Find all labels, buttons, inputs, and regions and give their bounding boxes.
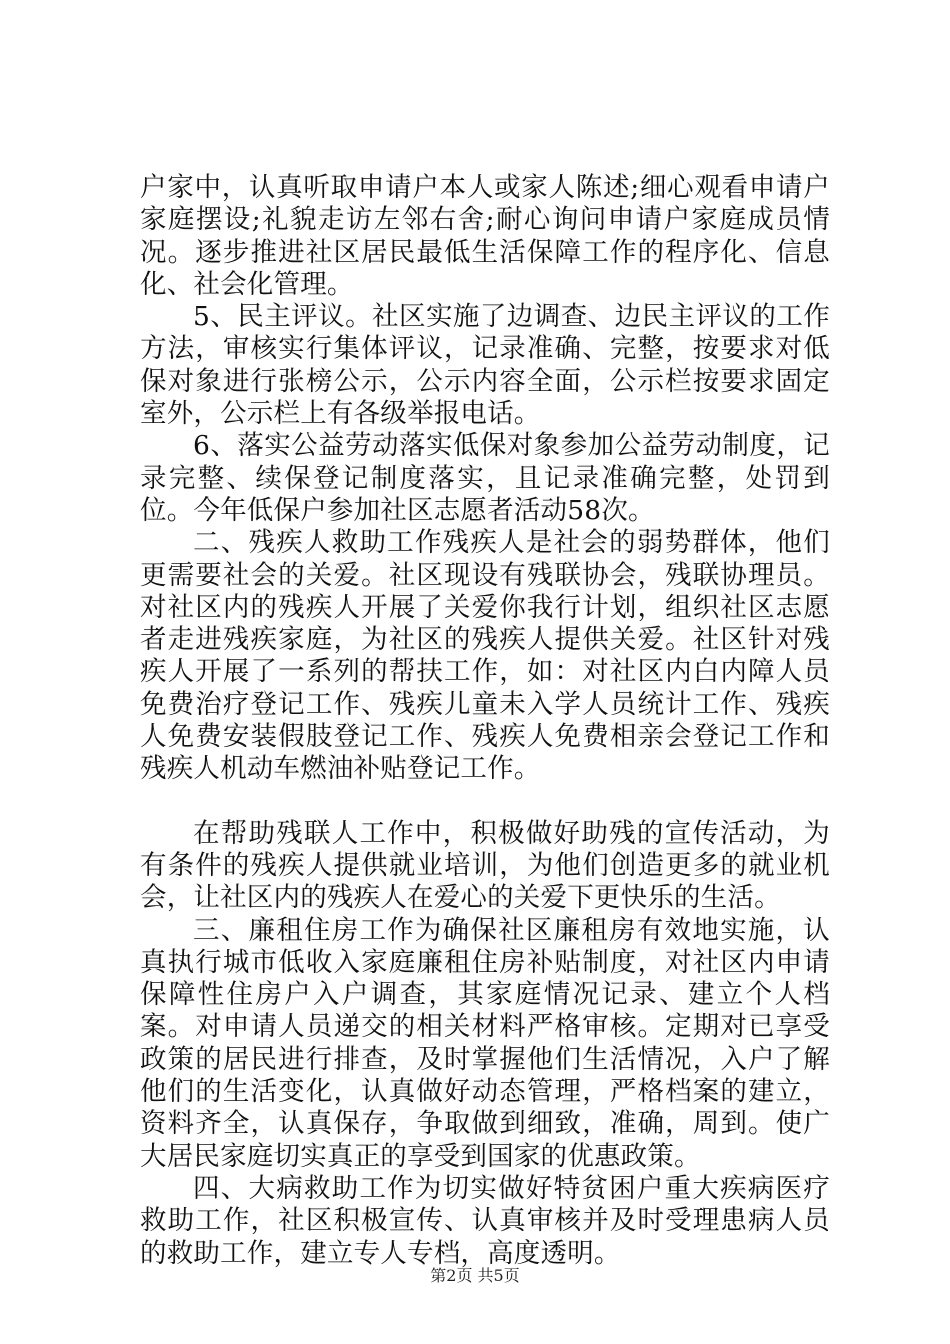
paragraph-disability-aid: 二、残疾人救助工作残疾人是社会的弱势群体，他们更需要社会的关爱。社区现设有残联协会，残联协理员。对社区内的残疾人开展了关爱你我行计划，组织社区志愿者走进残疾家庭，为社区的残疾人提供关爱。社区针对残疾人开展了一系列的帮扶工作，如：对社区内白内障人员免费治疗登记工作、残疾儿童未入学人员统计工作、残疾人免费安装假肢登记工作、残疾人免费相亲会登记工作和残疾人机动车燃油补贴登记工作。: [140, 527, 830, 785]
paragraph-democratic-review: 5、民主评议。社区实施了边调查、边民主评议的工作方法，审核实行集体评议，记录准确、完整，按要求对低保对象进行张榜公示，公示内容全面，公示栏按要求固定室外，公示栏上有各级举报电话。: [140, 301, 830, 430]
paragraph-continuation: 户家中，认真听取申请户本人或家人陈述;细心观看申请户家庭摆设;礼貌走访左邻右舍;耐心询问申请户家庭成员情况。逐步推进社区居民最低生活保障工作的程序化、信息化、社会化管理。: [140, 172, 830, 300]
paragraph-public-labor: 6、落实公益劳动落实低保对象参加公益劳动制度，记录完整、续保登记制度落实，且记录准确完整，处罚到位。今年低保户参加社区志愿者活动58次。: [140, 430, 830, 526]
paragraph-spacer: [140, 786, 830, 818]
paragraph-low-rent-housing: 三、廉租住房工作为确保社区廉租房有效地实施，认真执行城市低收入家庭廉租住房补贴制度，对社区内申请保障性住房户入户调查，其家庭情况记录、建立个人档案。对申请人员递交的相关材料严格审核。定期对已享受政策的居民进行排查，及时掌握他们生活情况，入户了解他们的生活变化，认真做好动态管理，严格档案的建立，资料齐全，认真保存，争取做到细致，准确，周到。使广大居民家庭切实真正的享受到国家的优惠政策。: [140, 914, 830, 1172]
paragraph-disability-support: 在帮助残联人工作中，积极做好助残的宣传活动，为有条件的残疾人提供就业培训，为他们创造更多的就业机会，让社区内的残疾人在爱心的关爱下更快乐的生活。: [140, 817, 830, 914]
page-number-footer: 第2页 共5页: [430, 1266, 520, 1285]
document-body: [140, 172, 830, 1270]
paragraph-serious-illness-aid: 四、大病救助工作为切实做好特贫困户重大疾病医疗救助工作，社区积极宣传、认真审核并及时受理患病人员的救助工作，建立专人专档，高度透明。: [140, 1172, 830, 1269]
